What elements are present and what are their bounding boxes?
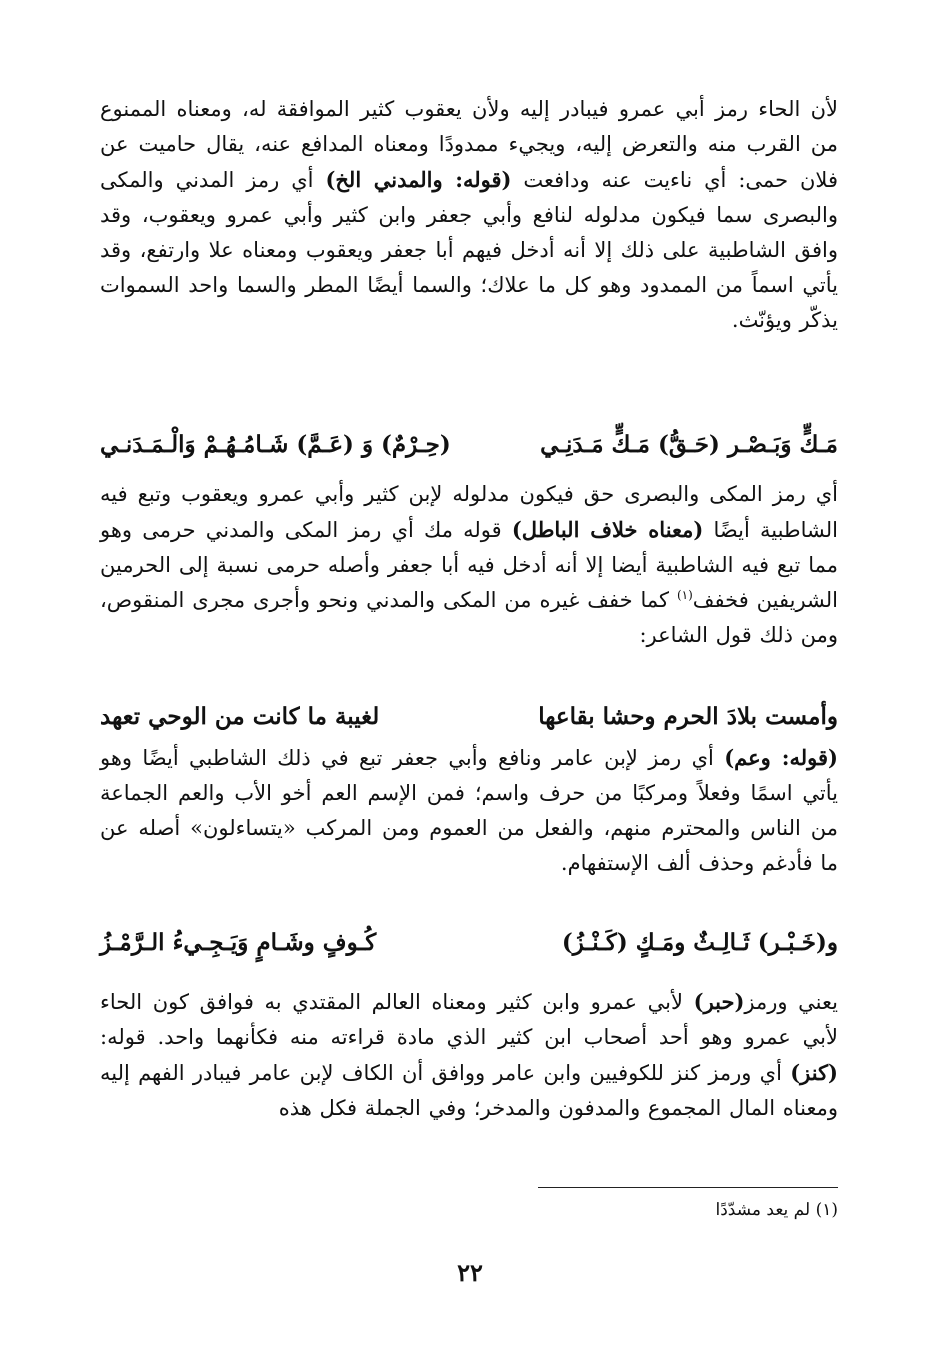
footnote-number: (١) <box>815 1200 838 1220</box>
paragraph-4 <box>100 984 838 1126</box>
verse-line-1 <box>100 420 838 470</box>
p4-text-1: يعني ورمز <box>744 990 838 1014</box>
p1-bold-quote: (قوله: والمدني الخ) <box>325 167 512 192</box>
page-number: ٢٢ <box>457 1258 483 1287</box>
verse-line-2 <box>100 692 838 742</box>
verse-3-second-hemistich: كُـوفٍ وشَـامٍ وَيَـجِـيءُ الـرَّمْـزُ <box>100 929 377 956</box>
p2-text-2: قوله مك أي رمز المكى والمدني حرمى وهو مما تبع فيه الشاطبية أيضا إلا أنه أدخل فيه أبا جعفر وأصله حرمى نسبة إلى الحرمين الشريفين فخفف <box>100 518 838 612</box>
p4-bold-hibr: (حبر) <box>693 989 745 1014</box>
p2-text-1: أي رمز المكى والبصرى حق فيكون مدلوله لإبن كثير وأبي عمرو ويعقوب وتبع فيه الشاطبية أيضًا <box>100 482 839 542</box>
paragraph-2 <box>100 477 838 653</box>
p1-text-1: لأن الحاء رمز أبي عمرو فيبادر إليه ولأن يعقوب كثير الموافقة له، ومعناه الممنوع من القرب منه والتعرض إليه، ويجيء ممدودًا ومعناه المدافع عنه، يقال حاميت عن فلان حمى: أي ناءيت عنه ودافعت <box>100 97 838 192</box>
paragraph-3 <box>100 740 838 881</box>
verse-3-first-hemistich: و(خَـبْـر) ثَـالِـثٌ ومَـكٍ (كَـنْـزُ) <box>561 929 838 956</box>
p3-bold-quote: (قوله: وعم) <box>724 745 838 770</box>
verse-2-first-hemistich: وأمست بلادَ الحرم وحشا بقاعها <box>538 703 838 730</box>
verse-1-first-hemistich: مَـكٍّ وَبَـصْـر (حَـقُّ) مَـكٍّ مَـدَنِـي <box>540 431 838 458</box>
footnote <box>500 1196 838 1224</box>
p4-text-2: لأبي عمرو وابن كثير ومعناه العالم المقتدي به فوافق كون الحاء لأبي عمرو وهو أحد أصحاب ابن كثير الذي مادة قراءته منه فكأنهما واحد. قوله: <box>100 990 838 1049</box>
p2-text-3: كما خفف غيره من المكى والمدني ونحو وأجرى مجرى المنقوص، ومن ذلك قول الشاعر: <box>100 588 838 647</box>
p4-text-3: أي ورمز كنز للكوفيين وابن عامر ووافق أن الكاف لإبن عامر فيبادر الفهم إليه ومعناه المال المجموع والمدفون والمدخر؛ وفي الجملة فكل هذه <box>100 1061 838 1120</box>
footnote-separator <box>538 1187 838 1188</box>
p1-text-2: أي رمز المدني والمكى والبصرى سما فيكون مدلوله لنافع وأبي جعفر وابن كثير وأبي عمرو ويعقوب، وقد وافق الشاطبية على ذلك إلا أنه أدخل فيهم أبا جعفر ويعقوب ومعناه علا وارتفع، وقد يأتي اسماً من الممدود وهو كل ما علاك؛ والسما أيضًا المطر والسما واحد السموات يذكّر ويؤنّث. <box>100 168 838 332</box>
p4-bold-kanz: (كنز) <box>790 1060 838 1085</box>
footnote-text: لم يعد مشدّدًا <box>715 1200 811 1220</box>
paragraph-1 <box>100 92 838 338</box>
verse-line-3 <box>100 918 838 968</box>
footnote-marker[interactable]: (١) <box>676 588 693 602</box>
p3-text-1: أي رمز لإبن عامر ونافع وأبي جعفر تبع في ذلك الشاطبي أيضًا وهو يأتي اسمًا وفعلاً ومركبًا من حرف واسم؛ فمن الإسم العم أخو الأب والعم الجماعة من الناس والمحترم منهم، والفعل من العموم ومن المركب «يتساءلون» أصله عن ما فأدغم وحذف ألف الإستفهام. <box>100 746 838 875</box>
verse-1-second-hemistich: (حِـرْمٌ) وَ (عَـمَّ) شَـامُـهُـمْ وَالْـمَـدَنـي <box>100 431 451 458</box>
p2-bold-quote: (معناه خلاف الباطل) <box>511 517 704 542</box>
verse-2-second-hemistich: لغيبة ما كانت من الوحي تعهد <box>100 703 380 730</box>
